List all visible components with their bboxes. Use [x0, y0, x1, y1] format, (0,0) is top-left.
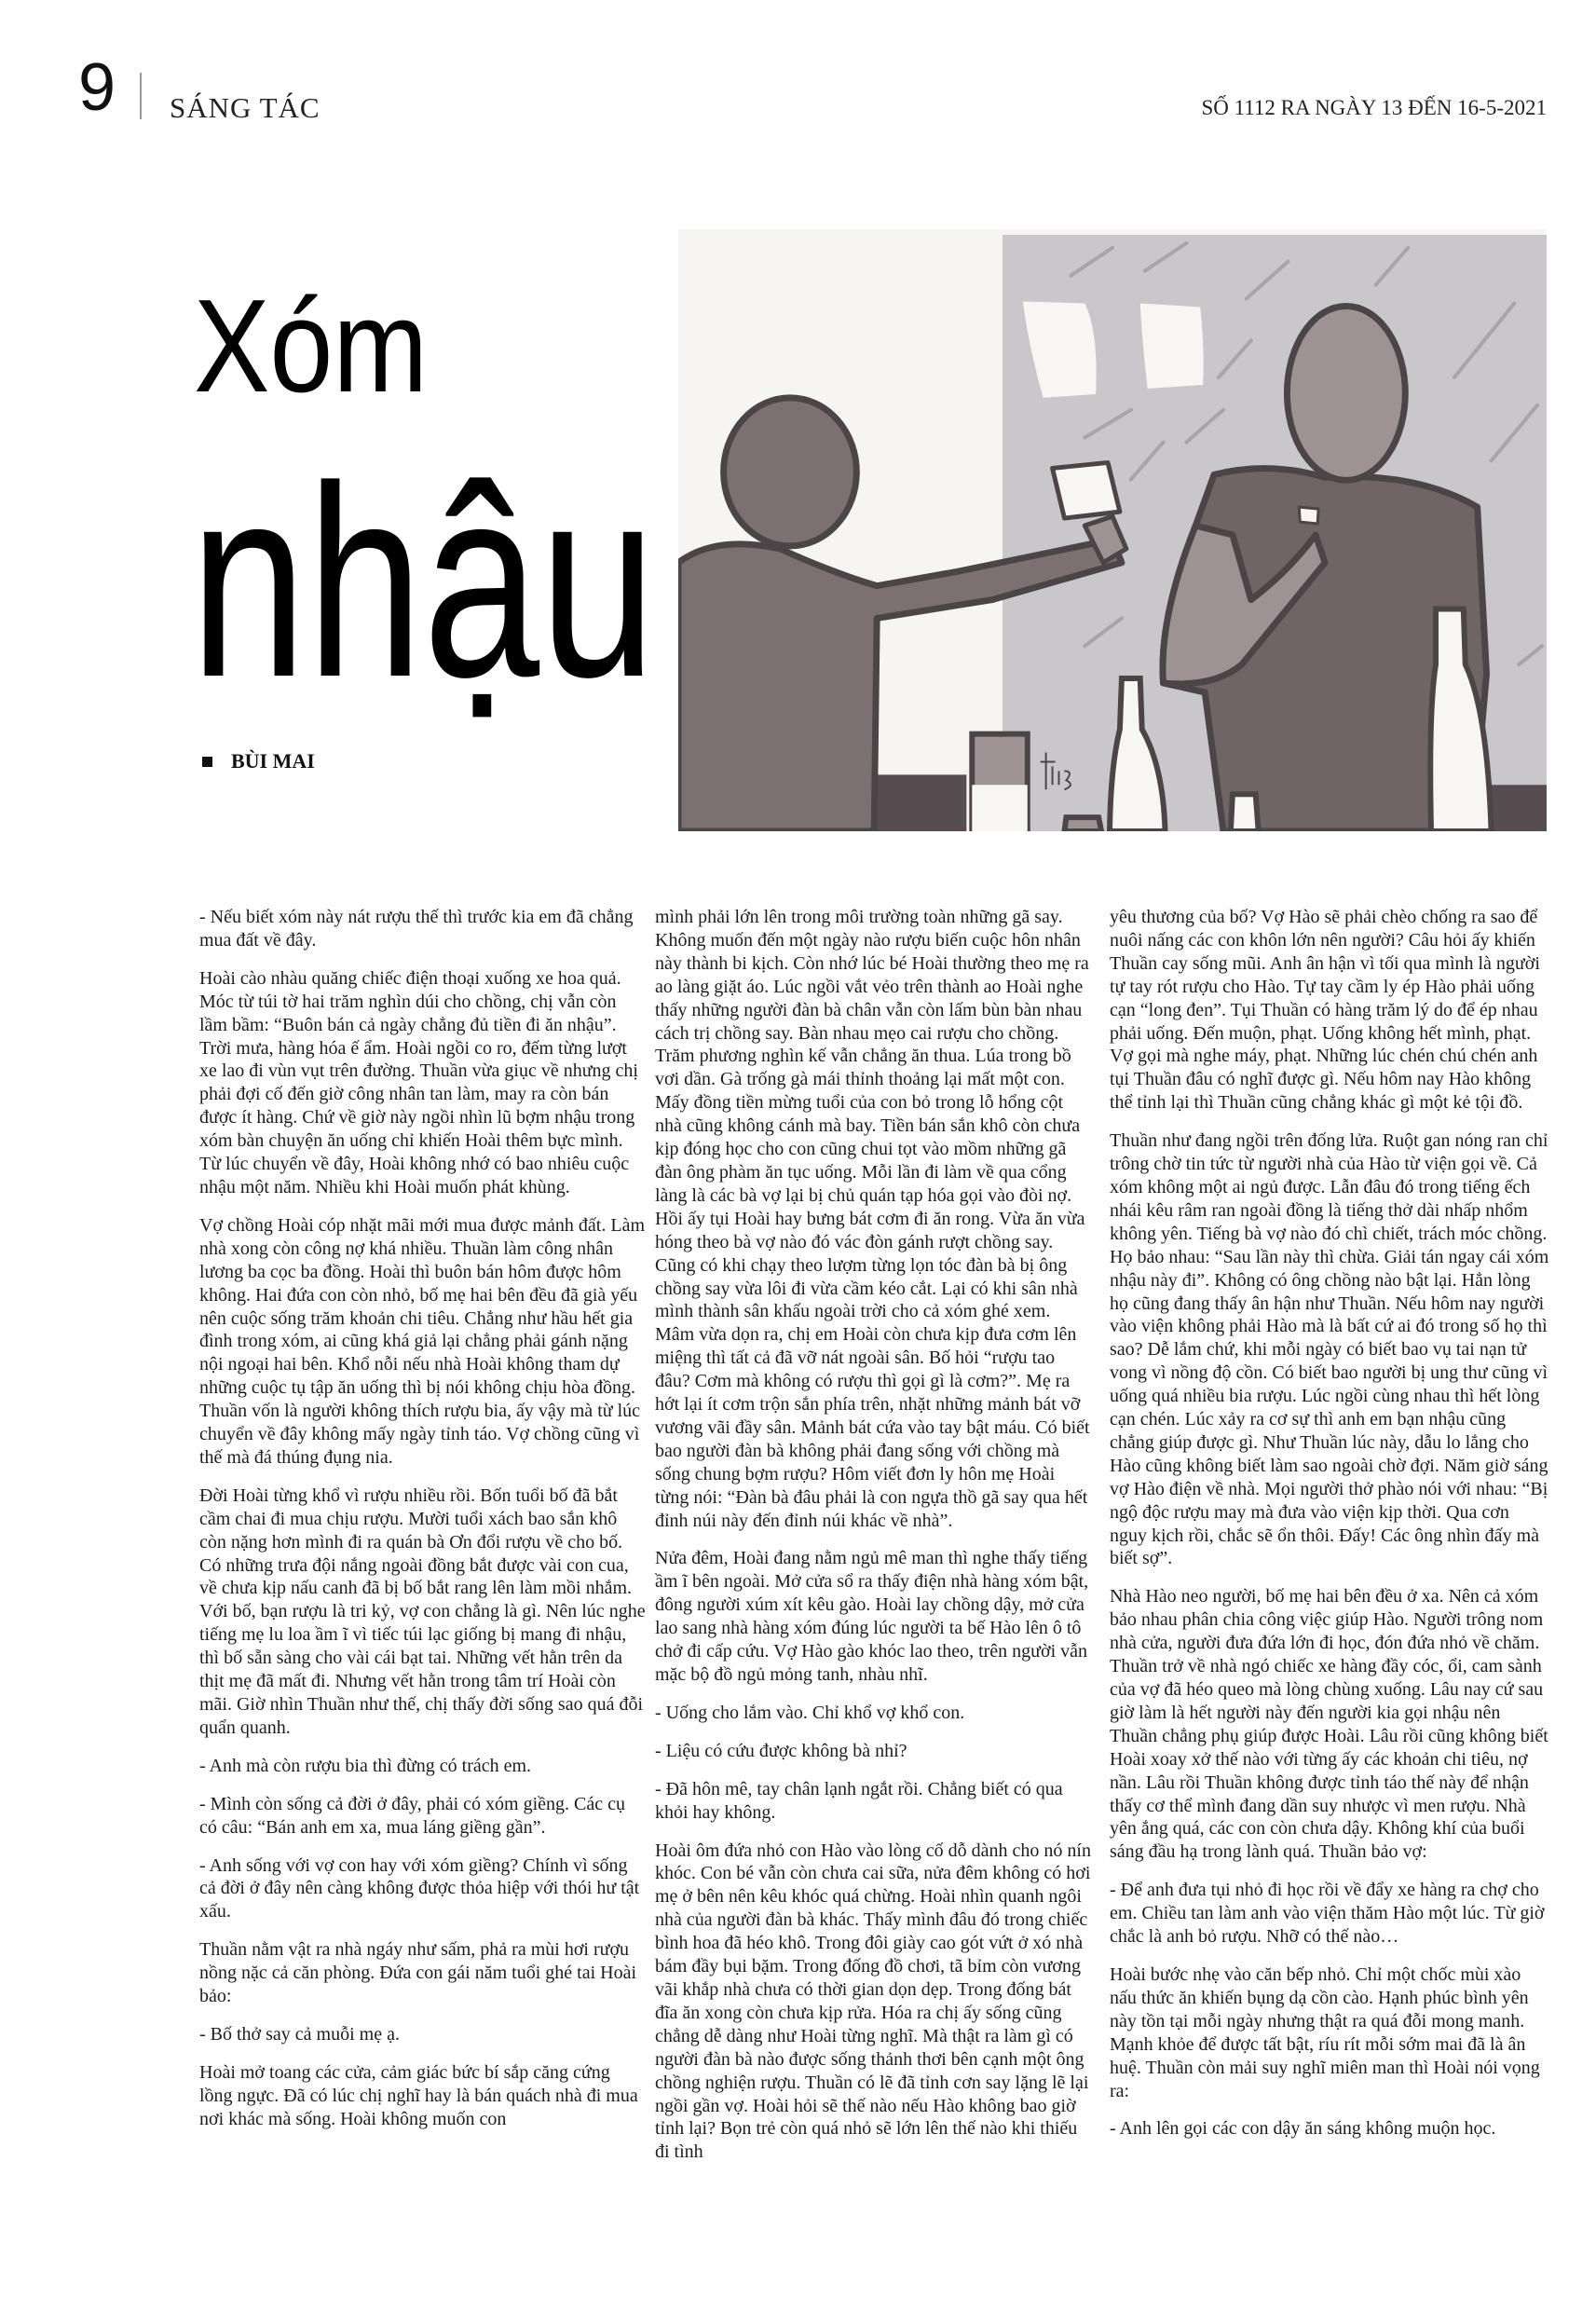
article-paragraph: Nửa đêm, Hoài đang nằm ngủ mê man thì nghe thấy tiếng ầm ĩ bên ngoài. Mở cửa sổ ra thấy điện nhà hàng xóm bật, đông người xúm xít kêu gào. Hoài lay chồng dậy, mở cửa lao sang nhà hàng xóm đúng lúc người ta bế Hào lên ô tô chở đi cấp cứu. Vợ Hào gào khóc lao theo, trên người vẫn mặc bộ đồ ngủ mỏng tanh, nhàu nhĩ. [655, 1548, 1089, 1685]
article-paragraph: - Đã hôn mê, tay chân lạnh ngắt rồi. Chẳng biết có qua khỏi hay không. [655, 1778, 1063, 1823]
article-paragraph: - Liệu có cứu được không bà nhỉ? [655, 1740, 907, 1761]
article-paragraph: Đời Hoài từng khổ vì rượu nhiều rồi. Bốn tuổi bố đã bắt cầm chai đi mua chịu rượu. Mười tuổi xách bao sắn khô còn nặng hơn mình đi ra quán bà Ơn đổi rượu về cho bố. Có những trưa đội nắng ngoài đồng bắt được vài con cua, về chưa kịp nấu canh đã bị bố bắt rang lên làm mồi nhắm. Với bố, bạn rượu là tri kỷ, vợ con chẳng là gì. Nên lúc nghe tiếng mẹ lu loa ầm ĩ vì tiếc túi lạc giống bị mang đi nhậu, thì bố sẵn sàng cho vài cái bạt tai. Những vết hằn trên da thịt mẹ đã mất đi. Nhưng vết hằn trong tâm trí Hoài còn mãi. Giờ nhìn Thuần như thế, chị thấy đời sống sao quá đỗi quẩn quanh. [199, 1484, 646, 1738]
article-paragraph: - Bố thở say cả muỗi mẹ ạ. [199, 2023, 400, 2045]
article-title-line-2: nhậu [190, 430, 657, 733]
article-paragraph: Nhà Hào neo người, bố mẹ hai bên đều ở xa. Nên cả xóm bảo nhau phân chia công việc giúp Hào. Người trông nom nhà cửa, người đưa đứa lớn đi học, đón đứa nhỏ về chăm. Thuần trở về nhà ngó chiếc xe hàng đầy cóc, ổi, cam sành của vợ đã héo queo mà lòng chùng xuống. Lâu nay cứ sau giờ làm là hết người này đến người kia gọi nhậu nên Thuần chẳng phụ giúp được Hoài. Lâu rồi cũng không biết Hoài xoay xở thế nào với từng ấy các khoản chi tiêu, nợ nần. Lâu rồi Thuần không được tỉnh táo thế này để nhận thấy cơ thể mình đang dần suy nhược vì men rượu. Nhà yên ắng quá, các con còn chưa dậy. Không khí của buổi sáng đầu hạ trong lành quá. Thuần bảo vợ: [1110, 1586, 1548, 1863]
illustration-drinking-scene [678, 229, 1547, 831]
byline [202, 751, 315, 772]
header-divider [140, 73, 142, 119]
article-paragraph: - Anh lên gọi các con dậy ăn sáng không muộn học. [1110, 2118, 1496, 2140]
article-paragraph: - Mình còn sống cả đời ở đây, phải có xóm giềng. Các cụ có câu: “Bán anh em xa, mua láng giềng gần”. [199, 1793, 625, 1838]
article-paragraph: Hoài bước nhẹ vào căn bếp nhỏ. Chỉ một chốc mùi xào nấu thức ăn khiến bụng dạ cồn cào. Hạnh phúc bình yên này tồn tại mỗi ngày nhưng thật ra quá đỗi mong manh. Mạnh khỏe để được tất bật, ríu rít mỗi sớm mai đã là ân huệ. Thuần còn mải suy nghĩ miên man thì Hoài nói vọng ra: [1110, 1963, 1540, 2101]
page-number: 9 [78, 50, 116, 125]
window-right [1140, 304, 1204, 389]
article-paragraph: - Anh mà còn rượu bia thì đừng có trách em. [199, 1755, 532, 1776]
article-paragraph: Hoài cào nhàu quăng chiếc điện thoại xuống xe hoa quả. Móc từ túi tờ hai trăm nghìn dúi cho chồng, chị vẫn còn lầm bầm: “Buôn bán cả ngày chẳng đủ tiền đi ăn nhậu”. Trời mưa, hàng hóa ế ẩm. Hoài ngồi co ro, đếm từng lượt xe lao đi vùn vụt trên đường. Thuần vừa giục về nhưng chị phải đợi cố đến giờ công nhân tan làm, may ra còn bán được ít hàng. Chứ về giờ này ngồi nhìn lũ bợm nhậu trong xóm bàn chuyện ăn uống chỉ khiến Hoài thêm bực mình. Từ lúc chuyển về đây, Hoài không nhớ có bao nhiêu cuộc nhậu một năm. Nhiều khi Hoài muốn phát khùng. [199, 967, 638, 1197]
article-paragraph: Hoài mở toang các cửa, cảm giác bức bí sắp căng cứng lồng ngực. Đã có lúc chị nghĩ hay là bán quách nhà đi mua nơi khác mà sống. Hoài không muốn con [199, 2061, 638, 2129]
article-paragraph: - Anh sống với vợ con hay với xóm giềng? Chính vì sống cả đời ở đây nên càng không được thỏa hiệp với thói hư tật xấu. [199, 1854, 640, 1922]
article-column-1 [199, 906, 647, 2146]
article-paragraph: yêu thương của bố? Vợ Hào sẽ phải chèo chống ra sao để nuôi nấng các con khôn lớn nên người? Câu hỏi ấy khiến Thuần cay sống mũi. Anh ân hận vì tối qua mình là người tự tay rót rượu cho Hào. Tự tay cầm ly ép Hào phải uống cạn “long đen”. Tụi Thuần có hàng trăm lý do để ép nhau phải uống. Đến muộn, phạt. Uống không hết mình, phạt. Vợ gọi mà nghe máy, phạt. Những lúc chén chú chén anh tụi Thuần đâu có nghĩ được gì. Nếu hôm nay Hào không thể tỉnh lại thì Thuần cũng chẳng khác gì một kẻ tội đồ. [1110, 907, 1540, 1114]
article-paragraph: Thuần như đang ngồi trên đống lửa. Ruột gan nóng ran chỉ trông chờ tin tức từ người nhà của Hào từ viện gọi về. Cả xóm không một ai ngủ được. Lẫn đâu đó trong tiếng ếch nhái kêu râm ran ngoài đồng là tiếng thở dài nhấp nhổm không yên. Tiếng bà vợ nào đó chì chiết, trách móc chồng. Họ bảo nhau: “Sau lần này thì chừa. Giải tán ngay cái xóm nhậu này đi”. Không có ông chồng nào bật lại. Hẳn lòng họ cũng đang thấy ân hận như Thuần. Nếu hôm nay người vào viện không phải Hào mà là bất cứ ai đó trong số họ thì sao? Dễ lắm chứ, khi mỗi ngày có biết bao vụ tai nạn tử vong vì nồng độ cồn. Có biết bao người bị ung thư cũng vì uống quá nhiều bia rượu. Lúc ngồi cùng nhau thì hết lòng cạn chén. Lúc xảy ra cơ sự thì anh em bạn nhậu cũng chẳng giúp được gì. Như Thuần lúc này, dẫu lo lắng cho Hào cũng không biết làm sao ngoài chờ đợi. Năm giờ sáng vợ Hào điện về nhà. Mọi người thở phào nói với nhau: “Bị ngộ độc rượu may mà đưa vào viện kịp thời. Qua cơn nguy kịch rồi, chắc sẽ ổn thôi. Đấy! Các ông nhìn đấy mà biết sợ”. [1110, 1130, 1549, 1569]
bullet-square-icon [202, 757, 212, 767]
article-paragraph: Hoài ôm đứa nhỏ con Hào vào lòng cố dỗ dành cho nó nín khóc. Con bé vẫn còn chưa cai sữa, nửa đêm không có hơi mẹ ở bên nên kêu khóc quá chừng. Hoài nhìn quanh ngôi nhà của người đàn bà khác. Thấy mình đâu đó trong chiếc bình hoa đã héo khô. Trong đôi giày cao gót vứt ở xó nhà bám đầy bụi bặm. Trong đống đồ chơi, tã bỉm còn vương vãi khắp nhà chưa có thời gian dọn dẹp. Trong đống bát đĩa ăn xong còn chưa kịp rửa. Hóa ra chị ấy sống cũng chẳng dễ dàng như Hoài từng nghĩ. Mà thật ra làm gì có người đàn bà nào được sống thảnh thơi bên cạnh một ông chồng nghiện rượu. Thuần có lẽ đã tỉnh cơn say lặng lẽ lại ngồi gần vợ. Hoài hỏi sẽ thế nào nếu Hào không bao giờ tỉnh lại? Bọn trẻ còn quá nhỏ sẽ lớn lên thế nào khi thiếu đi tình [655, 1840, 1091, 2163]
article-paragraph: - Để anh đưa tụi nhỏ đi học rồi về đẩy xe hàng ra chợ cho em. Chiều tan làm anh vào viện thăm Hào một lúc. Từ giờ chắc là anh bỏ rượu. Nhỡ có thế nào… [1110, 1880, 1545, 1948]
article-paragraph: Thuần nằm vật ra nhà ngáy như sấm, phả ra mùi hơi rượu nồng nặc cả căn phòng. Đứa con gái năm tuổi ghé tai Hoài bảo: [199, 1939, 637, 2007]
glass-front [1231, 794, 1259, 831]
article-paragraph: mình phải lớn lên trong môi trường toàn những gã say. Không muốn đến một ngày nào rượu biến cuộc hôn nhân này thành bi kịch. Còn nhớ lúc bé Hoài thường theo mẹ ra ao làng giặt áo. Lúc ngồi vắt vẻo trên thành ao Hoài nghe thấy những người đàn bà chân vẫn còn lấm bùn bàn nhau cách trị chồng say. Bàn nhau mẹo cai rượu cho chồng. Trăm phương nghìn kế vẫn chẳng ăn thua. Lúa trong bồ vơi dần. Gà trống gà mái thỉnh thoảng lại mất một con. Mấy đồng tiền mừng tuổi của con bỏ trong lỗ hổng cột nhà cũng không cánh mà bay. Tiền bán sắn khô còn chưa kịp đóng học cho con cũng chui tọt vào mồm những gã đàn ông phàm ăn tục uống. Mỗi lần đi làm về qua cổng làng là các bà vợ lại bị chủ quán tạp hóa gọi vào đòi nợ. Hồi ấy tụi Hoài hay bưng bát cơm đi ăn rong. Vừa ăn vừa hóng theo bà vợ nào đó vác đòn gánh rượt chồng say. Cũng có khi chạy theo lượm từng lọn tóc đàn bà bị ông chồng say vừa lôi đi vừa cầm kéo cắt. Lại có khi sân nhà mình thành sân khấu ngoài trời cho cả xóm ghé xem. Mâm vừa dọn ra, chị em Hoài còn chưa kịp đưa cơm lên miệng thì tất cả đã vỡ nát ngoài sân. Bố hỏi “rượu tao đâu? Cơm mà không có rượu thì gọi gì là cơm?”. Mẹ ra hớt lại ít cơm trộn sắn phía trên, nhặt những mảnh bát vỡ vương vãi đầy sân. Mảnh bát cứa vào tay bật máu. Có biết bao người đàn bà không phải đang sống với chồng mà sống chung bợm rượu? Hôm viết đơn ly hôn mẹ Hoài từng nói: “Đàn bà đâu phải là con ngựa thồ gã say qua hết đỉnh núi này đến đỉnh núi khác về nhà”. [655, 907, 1090, 1531]
table-dark-left [874, 774, 966, 831]
issue-info: SỐ 1112 RA NGÀY 13 ĐẾN 16-5-2021 [1201, 96, 1547, 119]
author-name: BÙI MAI [231, 749, 315, 773]
glass-small [1064, 817, 1101, 831]
article-paragraph: Vợ chồng Hoài cóp nhặt mãi mới mua được mảnh đất. Làm nhà xong còn công nợ khá nhiều. Thuần làm công nhân lương ba cọc ba đồng. Hoài thì buôn bán hôm được hôm không. Hai đứa con còn nhỏ, bố mẹ hai bên đều đã già yếu nên cuộc sống trăm khoản chi tiêu. Chẳng như hầu hết gia đình trong xóm, ai cũng khá giả lại chẳng phải gánh nặng nội ngoại hai bên. Khổ nỗi nếu nhà Hoài không tham dự những cuộc tụ tập ăn uống thì bị nói không chịu hòa đồng. Thuần vốn là người không thích rượu bia, ấy vậy mà từ lúc chuyển về đây không mấy ngày tỉnh táo. Vợ chồng cũng vì thế mà đá thúng đụng nia. [199, 1214, 646, 1468]
article-title-line-1: Xóm [194, 272, 429, 420]
section-name: SÁNG TÁC [170, 91, 321, 124]
article-column-2 [655, 906, 1093, 2179]
article-paragraph: - Uống cho lắm vào. Chỉ khổ vợ khổ con. [655, 1702, 965, 1723]
article-column-3 [1110, 906, 1549, 2155]
article-paragraph: - Nếu biết xóm này nát rượu thế thì trước kia em đã chẳng mua đất về đây. [199, 907, 634, 951]
